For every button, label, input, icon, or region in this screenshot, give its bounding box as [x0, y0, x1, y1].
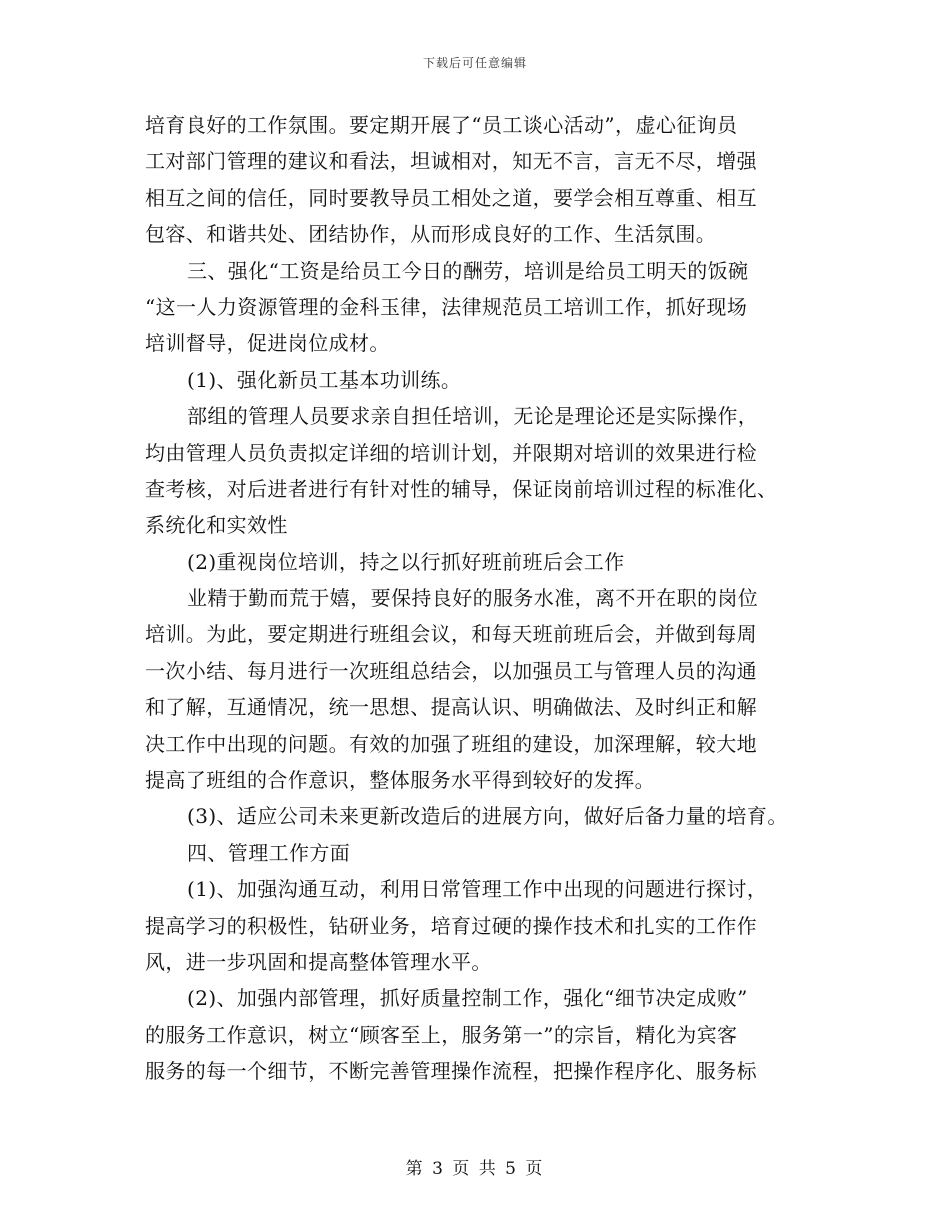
text-line: 决工作中出现的问题。有效的加强了班组的建设，加深理解，较大地: [145, 731, 757, 756]
text-line: 三、强化“工资是给员工今日的酬劳，培训是给员工明天的饭碗: [187, 258, 749, 283]
text-line: 相互之间的信任，同时要教导员工相处之道，要学会相互尊重、相互: [145, 185, 757, 210]
text-line: (3)、适应公司未来更新改造后的进展方向，做好后备力量的培育。: [187, 804, 788, 829]
text-line: 一次小结、每月进行一次班组总结会，以加强员工与管理人员的沟通: [145, 658, 757, 683]
text-line: 风，进一步巩固和提高整体管理水平。: [145, 949, 492, 974]
document-body: [145, 107, 835, 1090]
text-line: 业精于勤而荒于嬉，要保持良好的服务水准，离不开在职的岗位: [187, 586, 759, 611]
text-line: 系统化和实效性: [145, 513, 288, 538]
text-line: 提高学习的积极性，钻研业务，培育过硬的操作技术和扎实的工作作: [145, 913, 757, 938]
text-line: 服务的每一个细节，不断完善管理操作流程，把操作程序化、服务标: [145, 1059, 757, 1084]
text-line: 均由管理人员负责拟定详细的培训计划，并限期对培训的效果进行检: [145, 440, 757, 465]
text-line: 培训督导，促进岗位成材。: [145, 331, 390, 356]
text-line: 和了解，互通情况，统一思想、提高认识、明确做法、及时纠正和解: [145, 695, 757, 720]
page-number-footer: 第 3 页 共 5 页: [405, 1159, 545, 1179]
text-line: 培训。为此，要定期进行班组会议，和每天班前班后会，并做到每周: [145, 622, 757, 647]
text-line: (1)、加强沟通互动，利用日常管理工作中出现的问题进行探讨，: [187, 877, 768, 902]
text-line: “这一人力资源管理的金科玉律，法律规范员工培训工作，抓好现场: [145, 294, 748, 319]
text-line: 培育良好的工作氛围。要定期开展了“员工谈心活动”，虚心征询员: [145, 113, 738, 137]
text-line: 工对部门管理的建议和看法，坦诚相对，知无不言，言无不尽，增强: [145, 149, 757, 174]
text-line: (2)、加强内部管理，抓好质量控制工作，强化“细节决定成败”: [187, 986, 748, 1011]
text-line: 提高了班组的合作意识，整体服务水平得到较好的发挥。: [145, 768, 655, 793]
page-header-note: 下载后可任意编辑: [422, 56, 527, 70]
text-line: 查考核，对后进者进行有针对性的辅导，保证岗前培训过程的标准化、: [145, 476, 778, 501]
text-line: 的服务工作意识，树立“顾客至上，服务第一”的宗旨，精化为宾客: [145, 1022, 738, 1047]
text-line: (2)重视岗位培训，持之以行抓好班前班后会工作: [187, 549, 625, 574]
text-line: 包容、和谐共处、团结协作，从而形成良好的工作、生活氛围。: [145, 222, 717, 247]
text-line: (1)、强化新员工基本功训练。: [187, 367, 462, 392]
text-line: 部组的管理人员要求亲自担任培训，无论是理论还是实际操作，: [187, 404, 759, 429]
text-line: 四、管理工作方面: [187, 840, 351, 865]
